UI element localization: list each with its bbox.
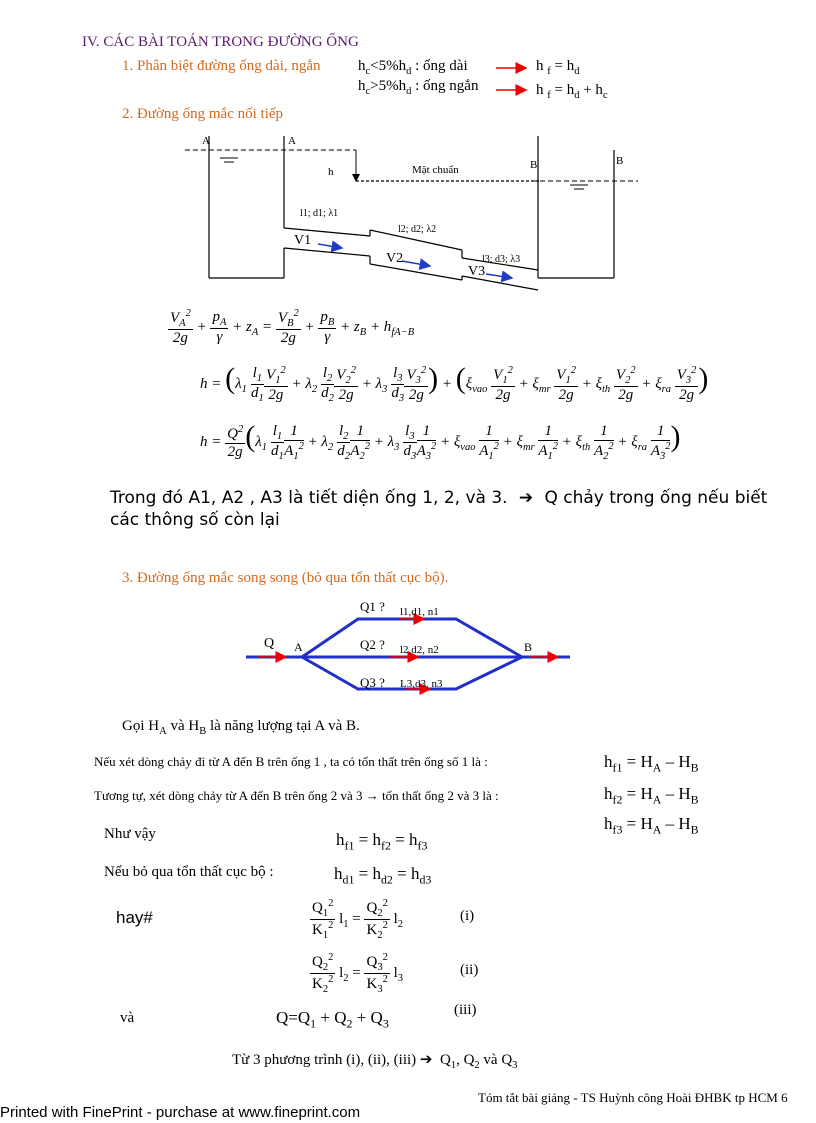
- item2-label: 2. Đường ống mắc nối tiếp: [122, 106, 284, 122]
- eq-hf3: $h_{f3} = H_A - H_B$: [604, 814, 699, 837]
- neglect-local-label: Nếu bỏ qua tổn thất cục bộ :: [104, 864, 274, 880]
- item1-res1: h $_f = h_d$: [536, 58, 580, 77]
- head-loss-equation-velocity: $h = (\lambda_1$ $\frac{l_1}{d_1}$ $\frac{V_1^2}{2g}$ + $\lambda_2$ $\frac{l_2}{d_2}$ $\frac{V_2^2}{2g}$ + $\lambda_3$ $\frac{l_3}{d_3}$ $\frac{V_3^2}{2g}$ ) + ($\xi_{vao}$ $\frac{V_1^2}{2g}$ + $\xi_{mr}$ $\frac{V_1^2}{2g}$ + $\xi_{th}$ $\frac{V_2^2}{2g}$ + $\xi_{ra}$ $\frac{V_3^2}{2g}$ ): [200, 362, 709, 405]
- seg2-label: l2; d2; λ2: [398, 224, 437, 235]
- v2-label: V2: [386, 251, 404, 266]
- pipe23-loss-text: Tương tự, xét dòng chảy từ A đến B trên ống 2 và 3 → tổn thất ống 2 và 3 là :: [94, 788, 499, 803]
- h-label: h: [328, 166, 334, 178]
- energy-definition: Gọi $H_A$ và $H_B$ là năng lượng tại A và B.: [122, 718, 360, 737]
- nhu-vay-label: Như vậy: [104, 826, 156, 842]
- section-title: IV. CÁC BÀI TOÁN TRONG ĐƯỜNG ỐNG: [82, 34, 359, 50]
- item1-cond1: $h_c<5\%h_d$ : ống dài: [358, 58, 468, 77]
- pipe23-loss-text-b: tổn thất ống 2 và 3 là :: [381, 788, 499, 803]
- pipe1-params: l1,d1, n1: [400, 606, 439, 618]
- area-explanation-result: Q chảy trong ống nếu biết: [544, 488, 768, 508]
- node-a-label: A: [294, 640, 303, 654]
- tank-a-label: A: [288, 135, 296, 147]
- area-explanation-text: Trong đó A1, A2 , A3 là tiết diện ống 1, 2, và 3.: [110, 488, 508, 508]
- tag-iii: (iii): [454, 1002, 477, 1018]
- seg1-label: l1; d1; λ1: [300, 208, 339, 219]
- item1-res2: h $_f = h_d + h_c$: [536, 82, 608, 101]
- hay-label: hay#: [116, 908, 153, 927]
- eq-i: $\frac{Q_1^2}{K_1^2}$ $l_1$ = $\frac{Q_2^2}{K_2^2}$ $l_2$: [312, 898, 403, 941]
- conclusion-text: Từ 3 phương trình (i), (ii), (iii): [232, 1052, 417, 1068]
- eq-hf1: $h_{f1} = H_A - H_B$: [604, 752, 699, 775]
- footer-credit: Tóm tắt bài giảng - TS Huỳnh công Hoài ĐHBK tp HCM 6: [478, 1090, 788, 1105]
- eq-hf2: $h_{f2} = H_A - H_B$: [604, 784, 699, 807]
- q2-label: Q2 ?: [360, 637, 385, 652]
- q-label: Q: [264, 636, 275, 651]
- pipe3-params: L3,d3, n3: [400, 678, 443, 690]
- eq-ii: $\frac{Q_2^2}{K_2^2}$ $l_2$ = $\frac{Q_3^2}{K_3^2}$ $l_3$: [312, 952, 403, 995]
- pipe23-loss-text-a: Tương tự, xét dòng chảy từ A đến B trên ống 2 và 3: [94, 788, 363, 803]
- v1-label: V1: [294, 233, 312, 248]
- tank-a-label-left: A: [202, 135, 210, 147]
- eq-equal-losses: $h_{f1} = h_{f2} = h_{f3}$: [336, 830, 428, 853]
- conclusion: Từ 3 phương trình (i), (ii), (iii) ➔ $Q_1$, $Q_2$ và $Q_3$: [232, 1052, 518, 1071]
- series-pipe-diagram: [180, 128, 640, 303]
- tank-b-label-left: B: [530, 159, 538, 171]
- q1-label: Q1 ?: [360, 599, 385, 614]
- seg3-label: l3; d3; λ3: [482, 254, 521, 265]
- bernoulli-equation: $\frac{V_A^2}{2g}$ + $\frac{p_A}{\gamma}$ + $z_A$ = $\frac{V_B^2}{2g}$ + $\frac{p_B}{\gamma}$ + $z_B + h_{fA-B}$: [170, 308, 415, 346]
- item3-label: 3. Đường ống mắc song song (bỏ qua tổn thất cục bộ).: [122, 570, 449, 586]
- va-label: và: [120, 1010, 135, 1026]
- node-b-label: B: [524, 640, 533, 654]
- item1-arrows: [496, 60, 532, 96]
- tag-i: (i): [460, 908, 475, 924]
- fineprint-link[interactable]: Printed with FinePrint - purchase at www.fineprint.com: [0, 1104, 361, 1121]
- q3-label: Q3 ?: [360, 675, 385, 690]
- v3-label: V3: [468, 264, 486, 279]
- datum-label: Mặt chuẩn: [412, 164, 459, 176]
- pipe1-loss-text: Nếu xét dòng chảy đi từ A đến B trên ống 1 , ta có tổn thất trên ống số 1 là :: [94, 754, 488, 769]
- item1-cond2: $h_c>5\%h_d$ : ống ngắn: [358, 78, 479, 97]
- eq-hd: $h_{d1} = h_{d2} = h_{d3}$: [334, 864, 432, 887]
- area-explanation-line2: các thông số còn lại: [110, 510, 280, 530]
- parallel-pipe-diagram: [240, 595, 580, 700]
- pipe2-params: l2,d2, n2: [400, 644, 439, 656]
- eq-sum: $Q=Q_1 + Q_2 + Q_3$: [276, 1008, 389, 1031]
- item1-label: 1. Phân biệt đường ống dài, ngắn: [122, 58, 321, 74]
- tank-b-label: B: [616, 155, 624, 167]
- head-loss-equation-flow: h = $\frac{Q^2}{2g}$ ($\lambda_1$ $\frac{l_1}{d_1}$ $\frac{1}{A_1^2}$ + $\lambda_2$ $\frac{l_2}{d_2}$ $\frac{1}{A_2^2}$ + $\lambda_3$ $\frac{l_3}{d_3}$ $\frac{1}{A_3^2}$ + $\xi_{vao}$ $\frac{1}{A_1^2}$ + $\xi_{mr}$ $\frac{1}{A_1^2}$ + $\xi_{th}$ $\frac{1}{A_2^2}$ + $\xi_{ra}$ $\frac{1}{A_3^2}$ ): [200, 420, 681, 463]
- area-explanation: Trong đó A1, A2 , A3 là tiết diện ống 1, 2, và 3. ➔ Q chảy trong ống nếu biết: [110, 488, 768, 508]
- tag-ii: (ii): [460, 962, 479, 978]
